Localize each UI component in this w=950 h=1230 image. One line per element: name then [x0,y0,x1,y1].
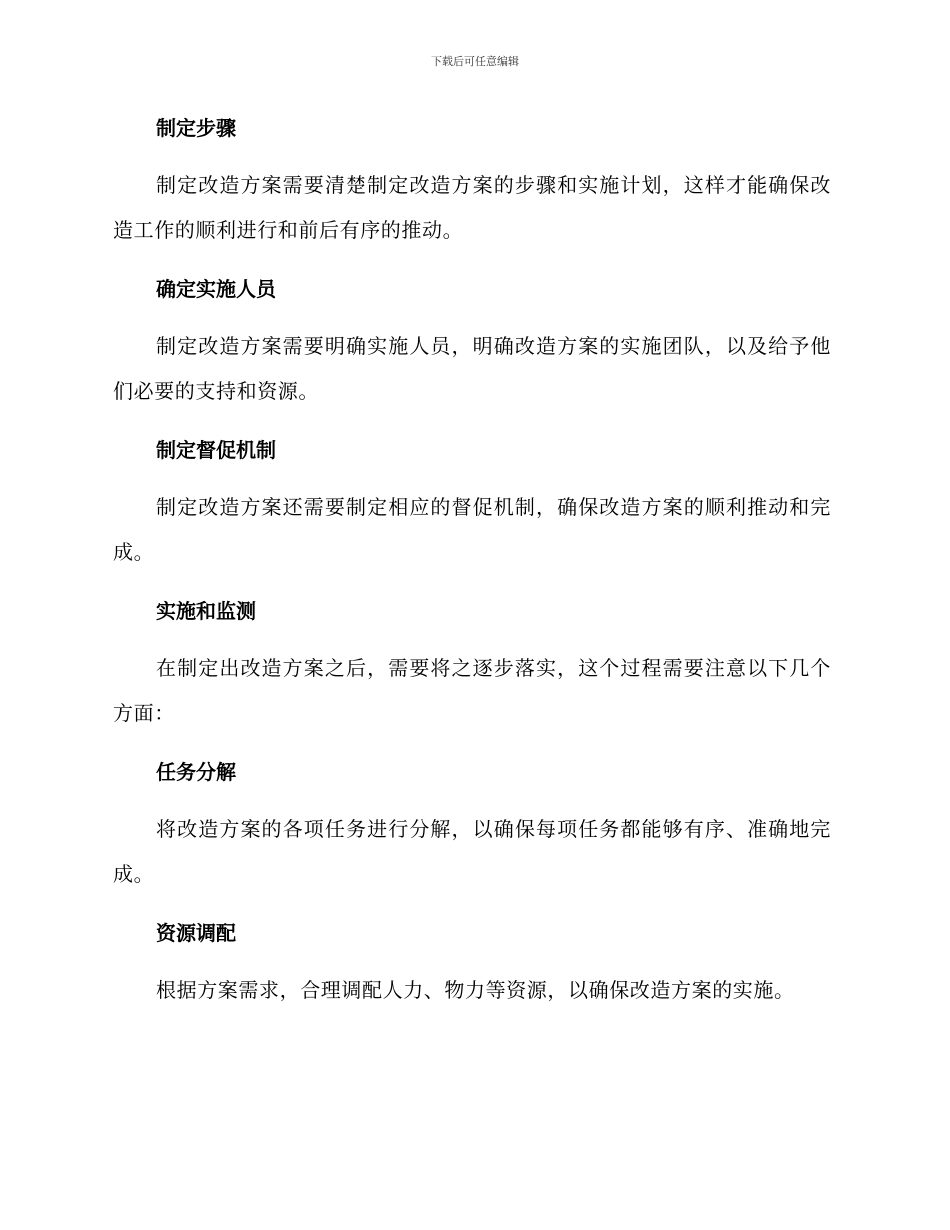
page-header: 下载后可任意编辑 [431,55,519,68]
document-body [113,106,831,1027]
section-paragraph: 根据方案需求，合理调配人力、物力等资源，以确保改造方案的实施。 [156,978,795,1002]
section-paragraph: 制定改造方案需要清楚制定改造方案的步骤和实施计划，这样才能确保改造工作的顺利进行和前后有序的推动。 [113,173,831,242]
section-heading: 实施和监测 [156,599,256,623]
section-heading: 制定督促机制 [156,438,276,462]
section-paragraph: 制定改造方案需要明确实施人员，明确改造方案的实施团队，以及给予他们必要的支持和资源。 [113,334,831,403]
section-implementation [113,589,831,736]
section-steps [113,106,831,253]
section-paragraph: 在制定出改造方案之后，需要将之逐步落实，这个过程需要注意以下几个方面： [113,656,831,725]
section-paragraph: 制定改造方案还需要制定相应的督促机制，确保改造方案的顺利推动和完成。 [113,495,831,564]
section-heading: 任务分解 [156,760,236,784]
section-task-breakdown [113,750,831,897]
section-heading: 资源调配 [156,921,236,945]
section-resources [113,911,831,1013]
section-supervision [113,428,831,575]
section-personnel [113,267,831,414]
section-paragraph: 将改造方案的各项任务进行分解，以确保每项任务都能够有序、准确地完成。 [113,817,831,886]
section-heading: 制定步骤 [156,116,236,140]
section-heading: 确定实施人员 [156,277,276,301]
